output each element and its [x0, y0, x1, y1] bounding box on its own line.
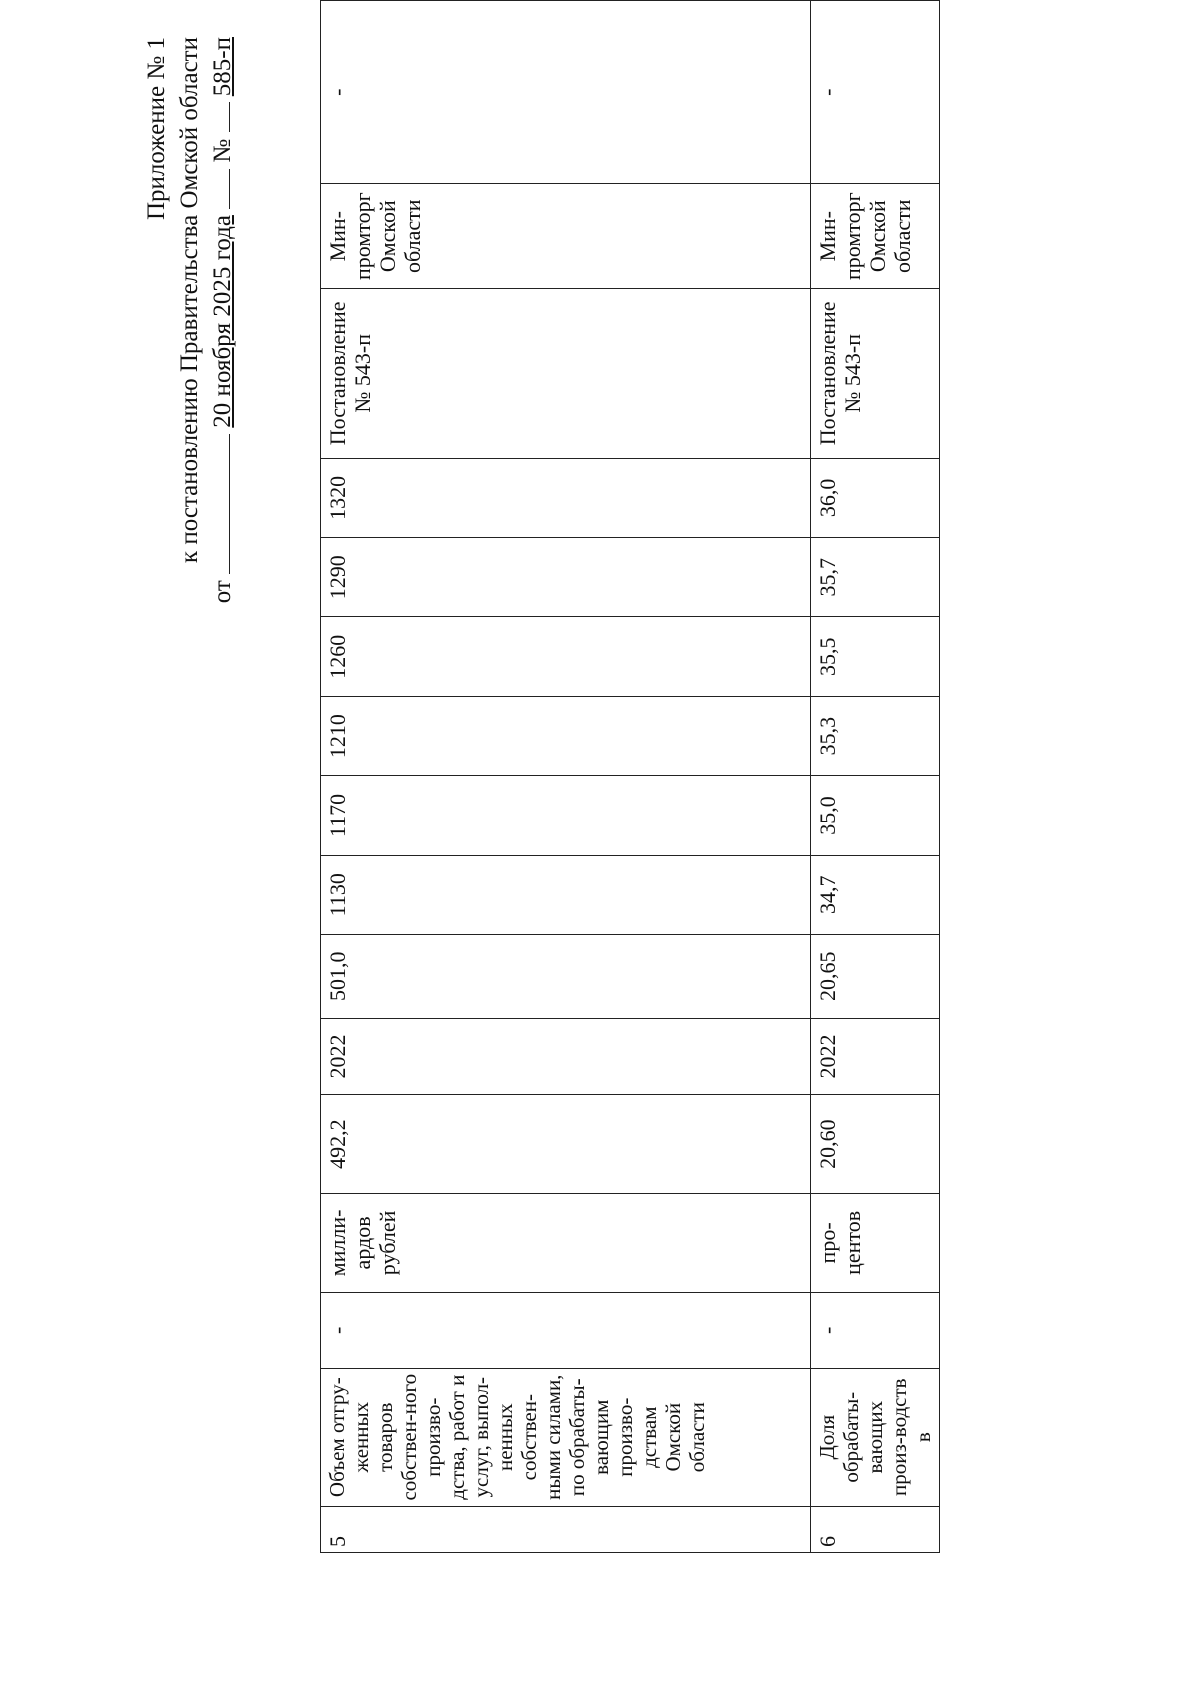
cell-dash: - — [811, 1, 940, 184]
row-number: 6 — [811, 1506, 940, 1552]
number-blank — [207, 102, 230, 132]
value-cell: 501,0 — [321, 934, 811, 1018]
value-cell: 35,3 — [811, 696, 940, 775]
value-cell: 34,7 — [811, 855, 940, 934]
document-cell: Постановление № 543-п — [811, 289, 940, 459]
value-cell: 1130 — [321, 855, 811, 934]
value-cell: 35,0 — [811, 776, 940, 855]
table-row — [811, 1, 940, 1553]
value-cell: 36,0 — [811, 458, 940, 537]
base-value-cell: 492,2 — [321, 1095, 811, 1193]
date-blank — [207, 434, 230, 574]
unit-cell: милли-ардов рублей — [321, 1193, 811, 1292]
appendix-title: Приложение № 1 — [143, 37, 170, 221]
value-cell: 20,65 — [811, 934, 940, 1018]
indicator-name: Объем отгру-женных товаров собствен-ного произво-дства, работ и услуг, выпол-ненных собствен-ными силами, по обрабаты-вающим произво-дствам Омской области — [321, 1368, 811, 1506]
indicator-name: Доля обрабаты-вающих произ-водств в — [811, 1368, 940, 1506]
cell-dash: - — [321, 1292, 811, 1368]
value-cell: 35,5 — [811, 617, 940, 696]
date-blank-2 — [207, 169, 230, 209]
appendix-date-line — [206, 37, 239, 697]
row-number: 5 — [321, 1506, 811, 1552]
appendix-subtitle: к постановлению Правительства Омской области — [176, 37, 203, 564]
indicators-table — [320, 0, 940, 1553]
table-row — [321, 1, 811, 1553]
organization-cell: Мин-промторг Омской области — [811, 184, 940, 289]
cell-dash: - — [321, 1, 811, 184]
document-cell: Постановление № 543-п — [321, 289, 811, 459]
cell-dash: - — [811, 1292, 940, 1368]
value-cell: 35,7 — [811, 538, 940, 617]
value-cell: 1290 — [321, 538, 811, 617]
value-cell: 1320 — [321, 458, 811, 537]
value-cell: 1170 — [321, 776, 811, 855]
base-value-cell: 20,60 — [811, 1095, 940, 1193]
base-year-cell: 2022 — [811, 1018, 940, 1095]
unit-cell: про-центов — [811, 1193, 940, 1292]
value-cell: 1260 — [321, 617, 811, 696]
from-label: от — [209, 580, 236, 604]
value-cell: 1210 — [321, 696, 811, 775]
appendix-date: 20 ноября 2025 года — [209, 215, 236, 428]
organization-cell: Мин-промторг Омской области — [321, 184, 811, 289]
number-label: № — [209, 138, 236, 163]
appendix-number: 585-п — [209, 37, 236, 97]
base-year-cell: 2022 — [321, 1018, 811, 1095]
document-header — [140, 37, 239, 697]
